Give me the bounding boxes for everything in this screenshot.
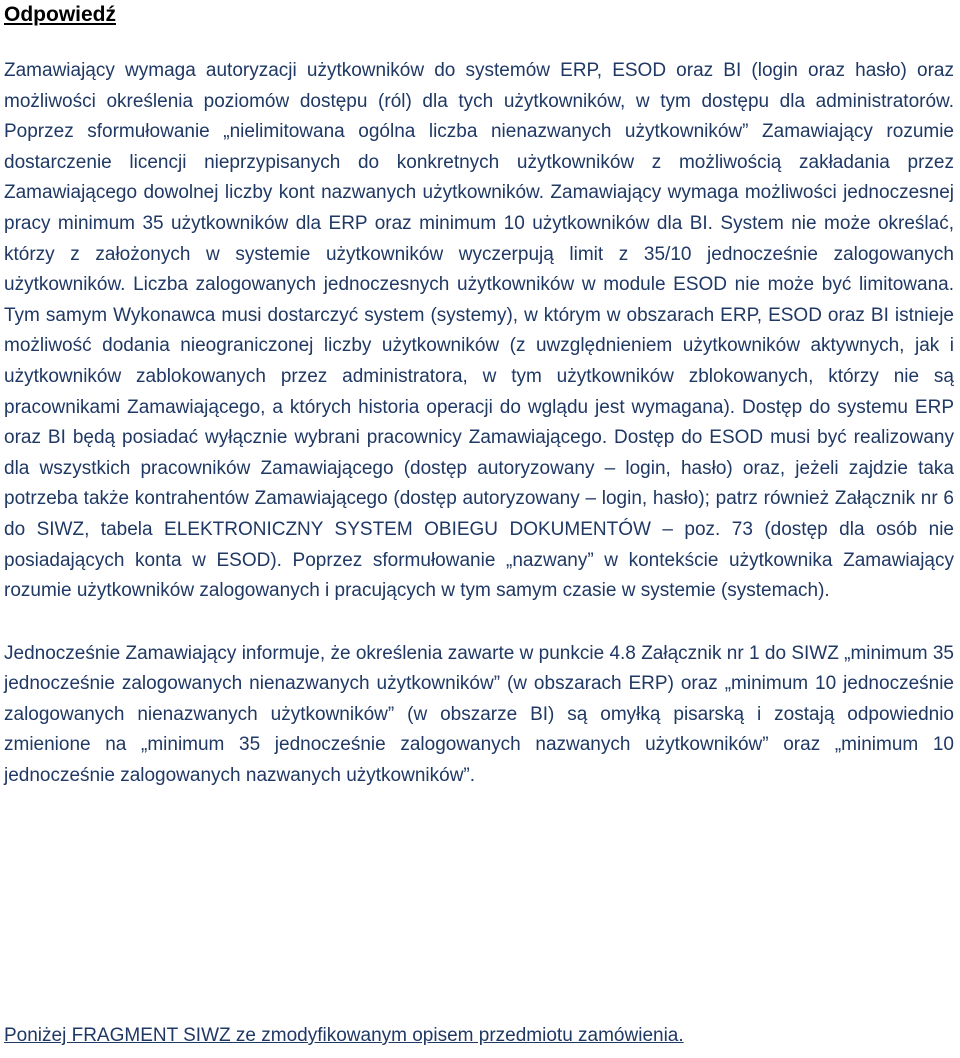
answer-heading: Odpowiedź [4, 3, 116, 26]
answer-paragraph-1: Zamawiający wymaga autoryzacji użytkowników do systemów ERP, ESOD oraz BI (login oraz hasło) oraz możliwości określenia poziomów dostępu (ról) dla tych użytkowników, w tym dostępu dla administratorów. Poprzez sformułowanie „nielimitowana ogólna liczba nienazwanych użytkowników” Zamawiający rozumie dostarczenie licencji nieprzypisanych do konkretnych użytkowników z możliwością zakładania przez Zamawiającego dowolnej liczby kont nazwanych użytkowników. Zamawiający wymaga możliwości jednoczesnej pracy minimum 35 użytkowników dla ERP oraz minimum 10 użytkowników dla BI. System nie może określać, którzy z założonych w systemie użytkowników wyczerpują limit z 35/10 jednocześnie zalogowanych użytkowników. Liczba zalogowanych jednoczesnych użytkowników w module ESOD nie może być limitowana. Tym samym Wykonawca musi dostarczyć system (systemy), w którym w obszarach ERP, ESOD oraz BI istnieje możliwość dodania nieograniczonej liczby użytkowników (z uwzględnieniem użytkowników aktywnych, jak i użytkowników zablokowanych przez administratora, w tym użytkowników zblokowanych, którzy nie są pracownikami Zamawiającego, a których historia operacji do wglądu jest wymagana). Dostęp do systemu ERP oraz BI będą posiadać wyłącznie wybrani pracownicy Zamawiającego. Dostęp do ESOD musi być realizowany dla wszystkich pracowników Zamawiającego (dostęp autoryzowany – login, hasło) oraz, jeżeli zajdzie taka potrzeba także kontrahentów Zamawiającego (dostęp autoryzowany – login, hasło); patrz również Załącznik nr 6 do SIWZ, tabela ELEKTRONICZNY SYSTEM OBIEGU DOKUMENTÓW – poz. 73 (dostęp dla osób nie posiadających konta w ESOD). Poprzez sformułowanie „nazwany” w kontekście użytkownika Zamawiający rozumie użytkowników zalogowanych i pracujących w tym samym czasie w systemie (systemach). [4, 60, 954, 602]
document-page [4, 0, 954, 1046]
siwz-fragment-note: Poniżej FRAGMENT SIWZ ze zmodyfikowanym opisem przedmiotu zamówienia. [4, 1025, 684, 1046]
answer-paragraph-2: Jednocześnie Zamawiający informuje, że określenia zawarte w punkcie 4.8 Załącznik nr 1 do SIWZ „minimum 35 jednocześnie zalogowanych nienazwanych użytkowników” (w obszarach ERP) oraz „minimum 10 jednocześnie zalogowanych nienazwanych użytkowników” (w obszarze BI) są omyłką pisarską i zostają odpowiednio zmienione na „minimum 35 jednocześnie zalogowanych nazwanych użytkowników” oraz „minimum 10 jednocześnie zalogowanych nazwanych użytkowników”. [4, 642, 954, 787]
